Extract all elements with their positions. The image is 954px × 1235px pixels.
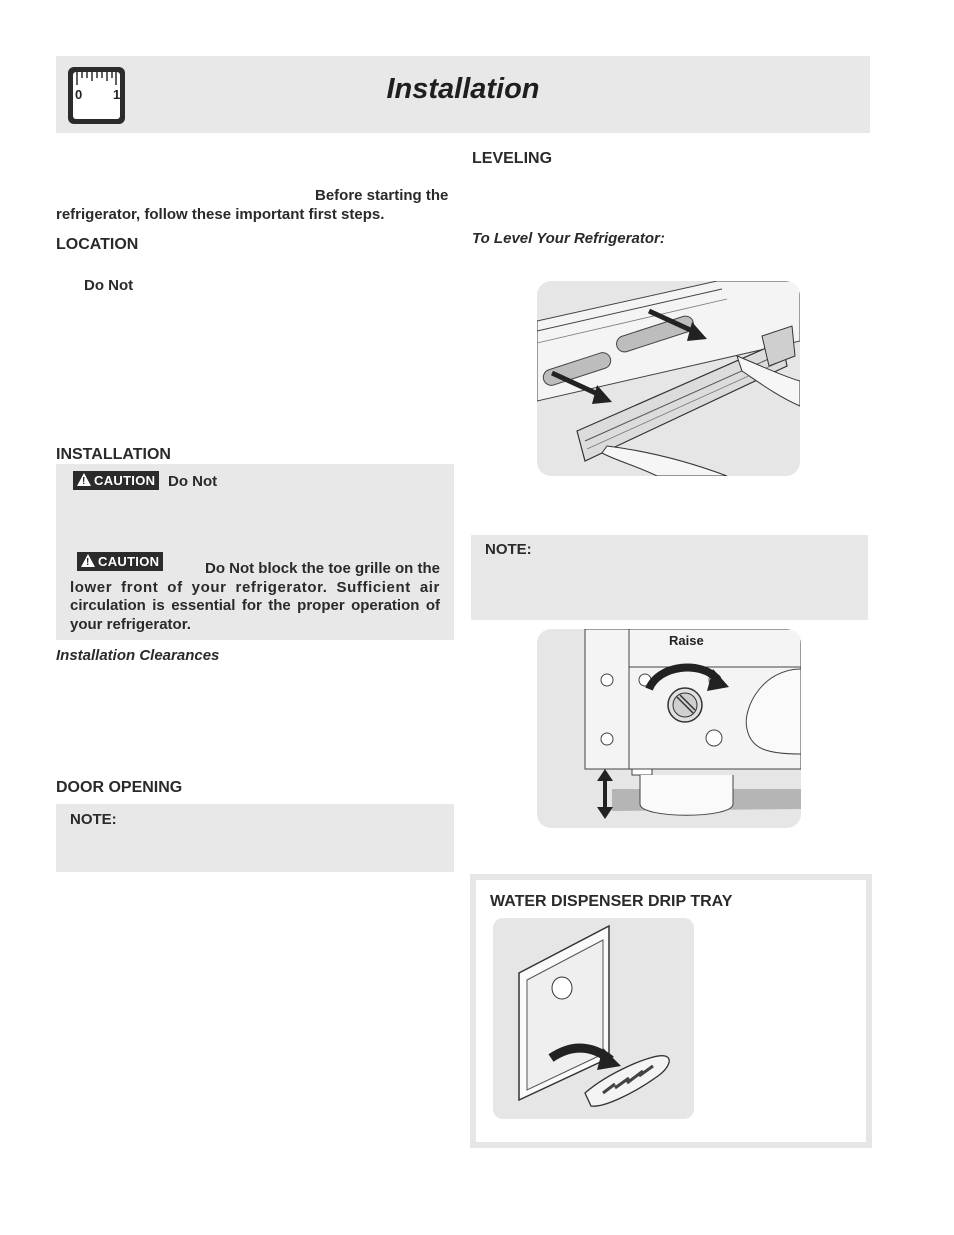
toe-grille-illustration: [537, 281, 800, 476]
caution-badge-2: [77, 552, 163, 571]
caution2-line2: lower front of your refrigerator. Sufficient air: [70, 579, 440, 596]
caution1-text: Do Not: [168, 473, 218, 490]
caution2-line4: your refrigerator.: [70, 616, 191, 633]
leveling-heading: LEVELING: [472, 150, 553, 167]
caution2-line1: Do Not block the toe grille on the: [204, 560, 440, 577]
caution-label: CAUTION: [98, 554, 160, 569]
raise-label: Raise: [669, 633, 704, 648]
ruler-icon: [68, 67, 125, 124]
header-band: [56, 56, 870, 133]
installation-heading: INSTALLATION: [56, 446, 171, 463]
location-heading: LOCATION: [56, 236, 139, 253]
location-do-not: Do Not: [84, 277, 134, 294]
installation-clearances-label: Installation Clearances: [56, 647, 220, 664]
ruler-label-1: 1: [113, 87, 121, 102]
drip-tray-heading: WATER DISPENSER DRIP TRAY: [490, 893, 733, 910]
intro-text-line2: refrigerator, follow these important first steps.: [56, 206, 385, 223]
caution-badge-1: [73, 471, 159, 490]
door-note-box: [56, 804, 454, 872]
leveling-note-box: [471, 535, 868, 620]
to-level-label: To Level Your Refrigerator:: [472, 230, 665, 247]
leveling-note-label: NOTE:: [485, 541, 532, 558]
warning-icon: [77, 473, 91, 486]
drip-tray-illustration: [493, 918, 694, 1119]
warning-icon: [81, 554, 95, 567]
door-note-label: NOTE:: [70, 811, 117, 828]
leveling-screw-illustration: [537, 629, 801, 828]
page-title: Installation: [386, 73, 540, 105]
ruler-label-0: 0: [75, 87, 83, 102]
caution2-line3: circulation is essential for the proper operation of: [70, 597, 440, 614]
intro-bold-text: Before starting the: [315, 187, 449, 204]
caution-label: CAUTION: [94, 473, 156, 488]
door-opening-heading: DOOR OPENING: [56, 779, 183, 796]
